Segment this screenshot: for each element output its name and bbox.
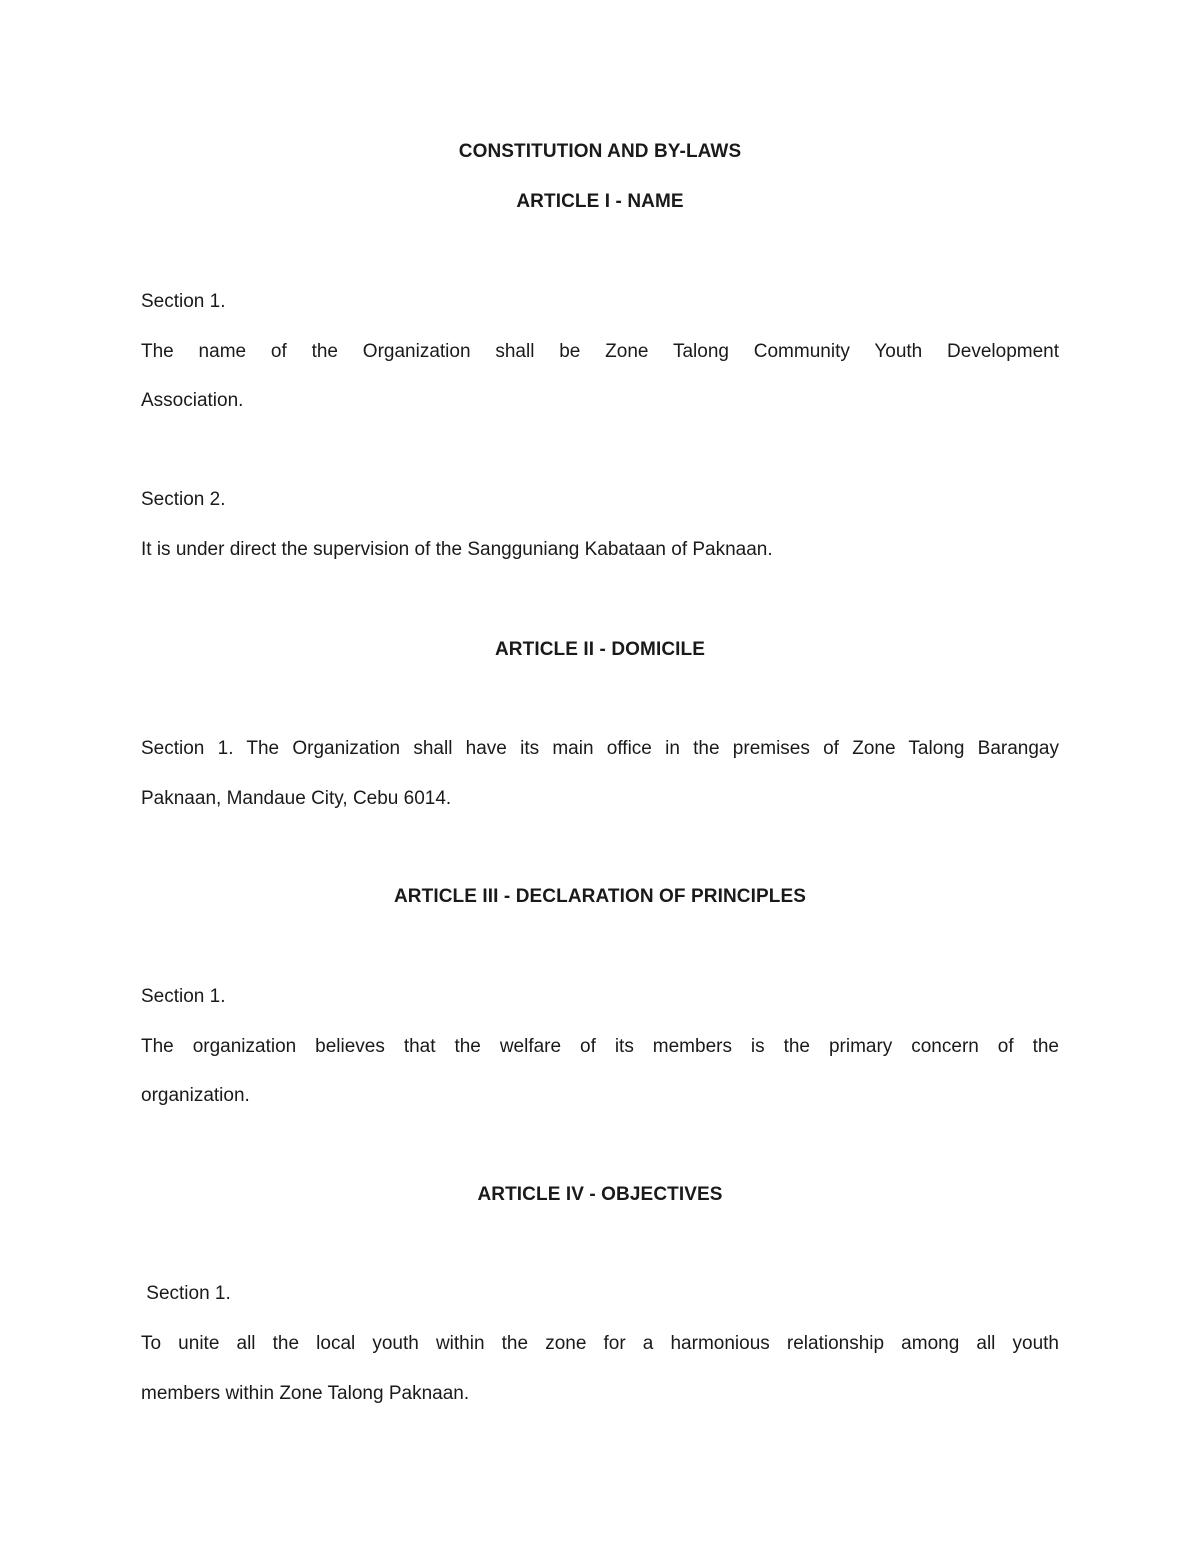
article-4-section-1-text-line2: members within Zone Talong Paknaan. (141, 1383, 470, 1404)
article-1-section-2-label: Section 2. (141, 489, 226, 510)
article-1-section-1-text-line1: The name of the Organization shall be Zone Talong Community Youth Development (141, 341, 1059, 362)
article-3-heading: ARTICLE III - DECLARATION OF PRINCIPLES (393, 886, 807, 907)
article-3-section-1-text-line2: organization. (141, 1085, 250, 1106)
article-4-section-1-label: Section 1. (141, 1283, 231, 1304)
article-2-section-1-text-line1: Section 1. The Organization shall have its main office in the premises of Zone Talong Barangay (141, 738, 1059, 759)
article-3-section-1-text-line1: The organization believes that the welfare of its members is the primary concern of the (141, 1036, 1059, 1057)
article-4-section-1-text-line1: To unite all the local youth within the zone for a harmonious relationship among all youth (141, 1333, 1059, 1354)
article-4-heading: ARTICLE IV - OBJECTIVES (477, 1184, 723, 1205)
article-1-section-2-text-line1: It is under direct the supervision of the Sangguniang Kabataan of Paknaan. (141, 539, 773, 560)
article-1-section-1-label: Section 1. (141, 291, 226, 312)
article-2-section-1-text-line2: Paknaan, Mandaue City, Cebu 6014. (141, 788, 452, 809)
document-title: CONSTITUTION AND BY-LAWS (458, 141, 742, 162)
article-3-section-1-label: Section 1. (141, 986, 226, 1007)
article-2-heading: ARTICLE II - DOMICILE (494, 639, 706, 660)
article-1-heading: ARTICLE I - NAME (516, 191, 684, 212)
article-1-section-1-text-line2: Association. (141, 390, 244, 411)
